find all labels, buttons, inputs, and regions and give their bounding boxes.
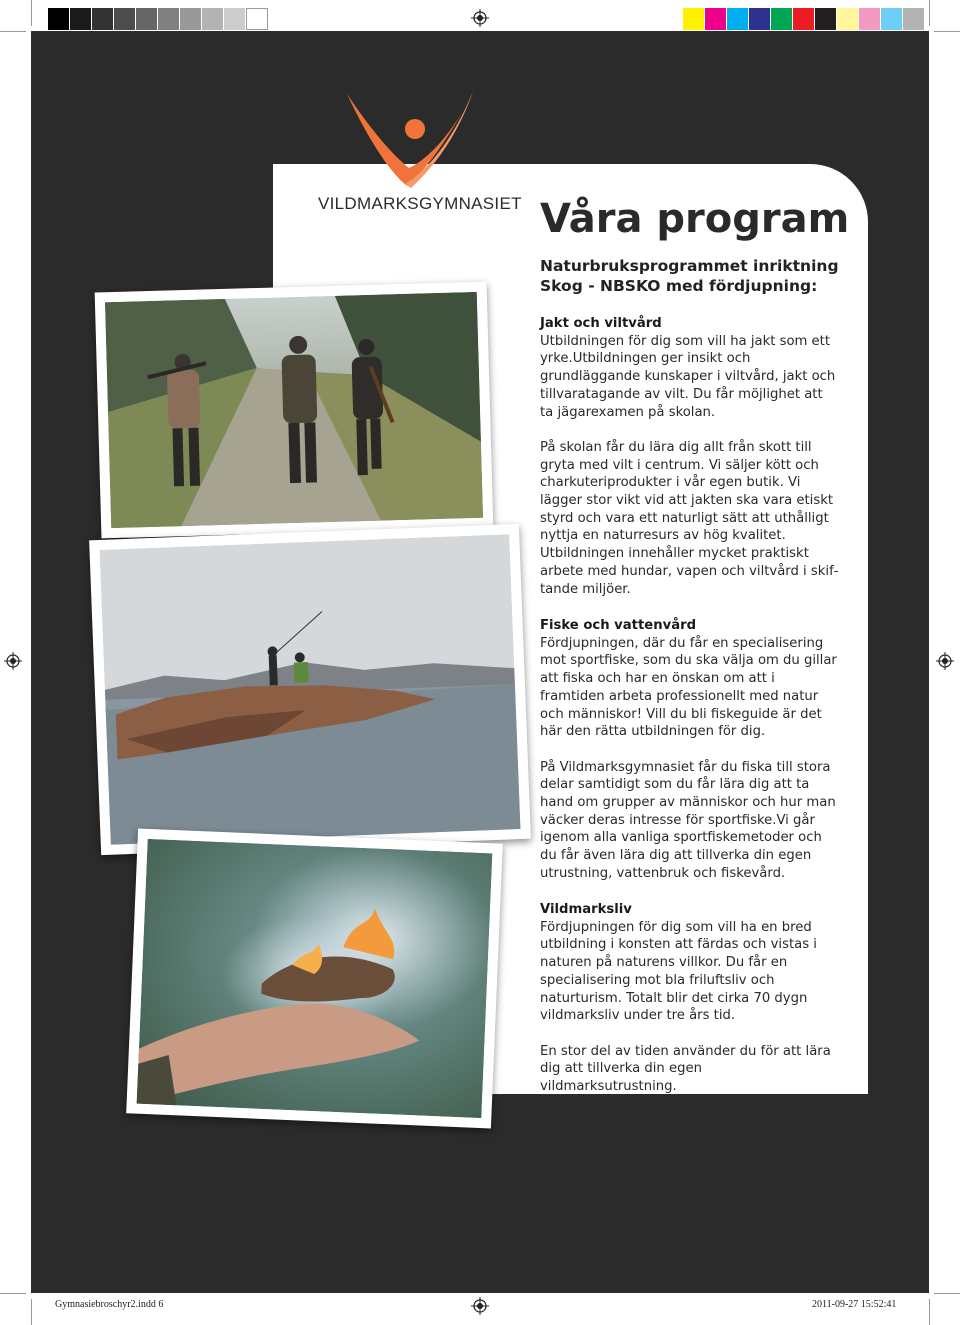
section-paragraph: En stor del av tiden använder du för att lära dig att tillverka din egen vildmarksutrustning. — [540, 1043, 831, 1095]
grayscale-swatch-bar — [48, 8, 268, 30]
color-swatch — [48, 8, 70, 30]
program-subtitle: Naturbruksprogrammet inriktning Skog - NBSKO med fördjupning: — [540, 257, 839, 295]
registration-mark-icon — [471, 1297, 489, 1315]
footer-file-name: Gymnasiebroschyr2.indd 6 — [55, 1299, 164, 1310]
color-swatch — [158, 8, 180, 30]
brand-name: VILDMARKSGYMNASIET — [318, 194, 522, 213]
color-swatch — [771, 8, 793, 30]
section-heading: Vildmarksliv — [540, 902, 632, 917]
crop-mark — [31, 0, 32, 26]
crop-mark — [0, 1293, 26, 1294]
registration-mark-icon — [471, 9, 489, 27]
photo-hunters — [95, 282, 494, 539]
photo-fishing — [89, 524, 531, 855]
color-swatch — [749, 8, 771, 30]
color-swatch — [202, 8, 224, 30]
footer-timestamp: 2011-09-27 15:52:41 — [812, 1299, 897, 1310]
color-swatch — [683, 8, 705, 30]
section-heading: Jakt och viltvård — [540, 316, 662, 331]
section-paragraph: Fördjupningen, där du får en specialisering mot sportfiske, som du ska välja om du gillar att fiska och har en önskan om att i framtiden arbeta professionellt med natur och människor! Vill du bli fiskeguide är det här den rätta utbildningen för dig. — [540, 635, 837, 740]
color-swatch — [114, 8, 136, 30]
color-swatch — [70, 8, 92, 30]
color-swatch — [92, 8, 114, 30]
crop-mark — [934, 1293, 960, 1294]
crop-mark — [0, 31, 26, 32]
section-paragraph: På Vildmarksgymnasiet får du fiska till stora delar samtidigt som du får lära dig att ta hand om grupper av människor och hur man väcker deras intresse för sportfiske.Vi går igenom alla vanliga sportfiskemetoder och du får även lära dig att tillverka din egen utrustning, vattenbruk och fiskevård. — [540, 759, 836, 881]
section-wilderness — [540, 901, 840, 1096]
color-swatch — [837, 8, 859, 30]
crop-mark — [929, 1299, 930, 1325]
color-swatch — [881, 8, 903, 30]
color-swatch — [180, 8, 202, 30]
registration-mark-icon — [4, 652, 22, 670]
photo-fire-making — [126, 828, 503, 1128]
color-swatch — [246, 8, 268, 30]
crop-mark — [31, 1299, 32, 1325]
color-swatch — [727, 8, 749, 30]
section-hunting — [540, 315, 840, 598]
section-paragraph: Fördjupningen för dig som vill ha en bred utbildning i konsten att färdas och vistas i naturen på naturens villkor. Du får en specialisering mot bla friluftsliv och naturturism. Totalt blir det cirka 70 dygn vildmarksliv under tre års tid. — [540, 919, 817, 1024]
registration-mark-icon — [936, 652, 954, 670]
color-swatch — [859, 8, 881, 30]
section-fishing — [540, 617, 840, 883]
crop-mark — [929, 0, 930, 26]
color-swatch — [136, 8, 158, 30]
section-paragraph: Utbildningen för dig som vill ha jakt som ett yrke.Utbildningen ger insikt och grundläggande kunskaper i viltvård, jakt och tillvaratagande av vilt. Du får möjlighet att ta jägarexamen på skolan. — [540, 333, 836, 420]
color-swatch — [224, 8, 246, 30]
brand-logo-icon — [345, 88, 475, 190]
color-swatch — [793, 8, 815, 30]
crop-mark — [934, 31, 960, 32]
color-swatch — [815, 8, 837, 30]
section-heading: Fiske och vattenvård — [540, 618, 697, 633]
color-swatch — [705, 8, 727, 30]
section-paragraph: På skolan får du lära dig allt från skott till gryta med vilt i centrum. Vi säljer kött och charkuteriprodukter i vår egen butik. Vi lägger stor vikt vid att jakten ska vara etiskt styrd och vara ett naturligt sätt att uthålligt nyttja en naturresurs av hög kvalitet. Utbildningen innehåller mycket praktiskt arbete med hundar, vapen och viltvård i skiftande miljöer. — [540, 439, 839, 597]
color-swatch-bar — [683, 8, 925, 30]
color-swatch — [903, 8, 925, 30]
page-title: Våra program — [540, 196, 850, 242]
